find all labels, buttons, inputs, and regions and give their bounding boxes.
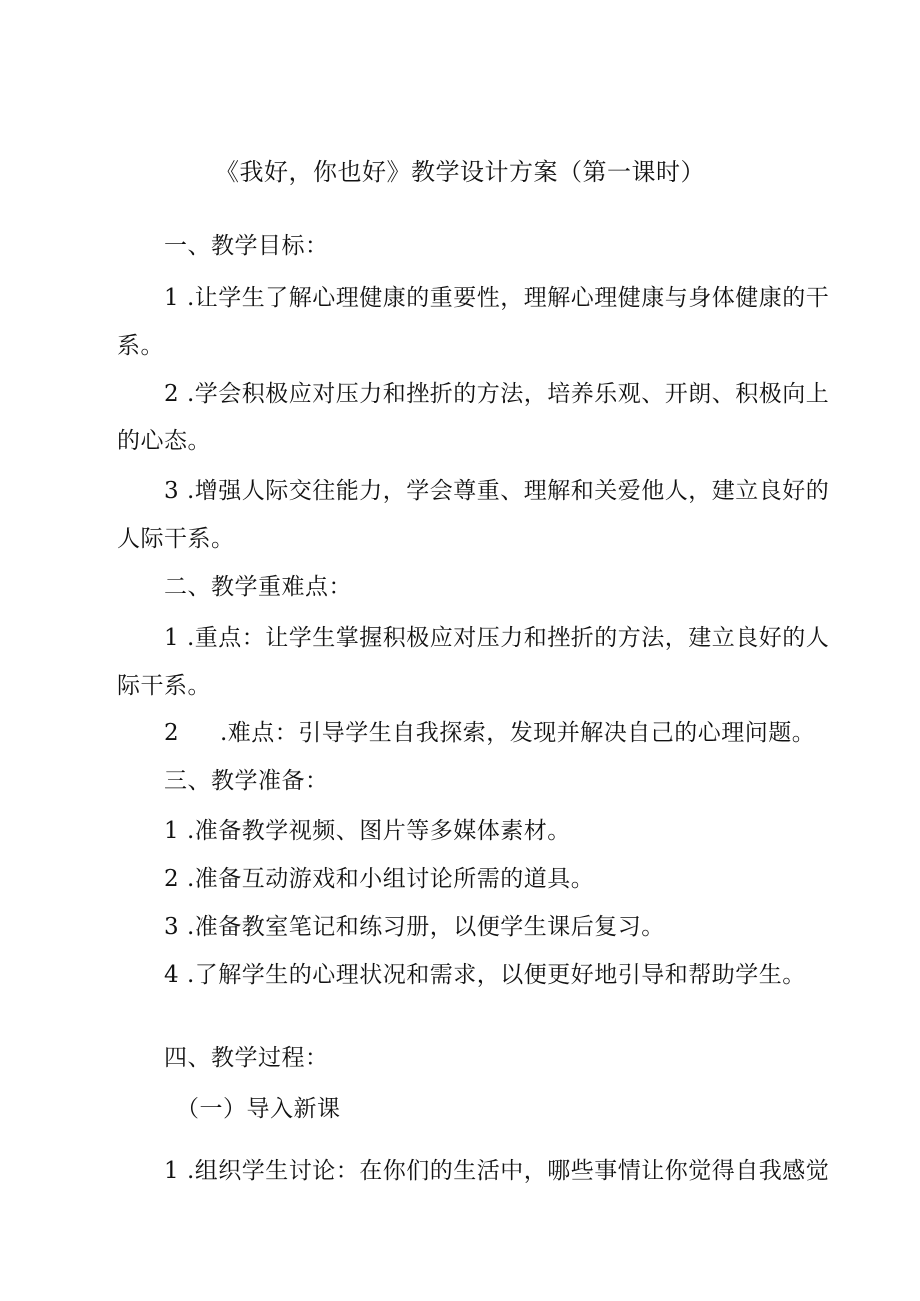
preparation-item-3: 3 .准备教室笔记和练习册，以便学生课后复习。: [164, 914, 665, 940]
objective-2-line2: 的心态。: [117, 428, 211, 454]
objective-2-line1: 2 .学会积极应对压力和挫折的方法，培养乐观、开朗、积极向上: [164, 381, 830, 407]
key-point-2-number: 2: [164, 720, 180, 746]
section-heading-process: 四、教学过程：: [164, 1045, 329, 1071]
objective-1-line2: 系。: [117, 333, 164, 359]
objective-3-line1: 3 .增强人际交往能力，学会尊重、理解和关爱他人，建立良好的: [164, 478, 830, 504]
objective-1-line1: 1 .让学生了解心理健康的重要性，理解心理健康与身体健康的干: [164, 285, 830, 311]
preparation-item-2: 2 .准备互动游戏和小组讨论所需的道具。: [164, 866, 595, 892]
document-title: 《我好，你也好》教学设计方案（第一课时）: [215, 158, 705, 186]
key-point-1-line2: 际干系。: [117, 673, 211, 699]
key-point-1-line1: 1 .重点：让学生掌握积极应对压力和挫折的方法，建立良好的人: [164, 625, 830, 651]
section-heading-key-points: 二、教学重难点：: [164, 574, 352, 600]
section-heading-objectives: 一、教学目标：: [164, 233, 329, 259]
objective-3-line2: 人际干系。: [117, 526, 235, 552]
process-subheading-1: （一）导入新课: [176, 1096, 341, 1122]
key-point-2-text: .难点：引导学生自我探索，发现并解决自己的心理问题。: [220, 720, 816, 746]
preparation-item-4: 4 .了解学生的心理状况和需求，以便更好地引导和帮助学生。: [164, 962, 806, 988]
section-heading-preparation: 三、教学准备：: [164, 768, 329, 794]
process-item-1-line1: 1 .组织学生讨论：在你们的生活中，哪些事情让你觉得自我感觉: [164, 1158, 830, 1184]
preparation-item-1: 1 .准备教学视频、图片等多媒体素材。: [164, 818, 571, 844]
